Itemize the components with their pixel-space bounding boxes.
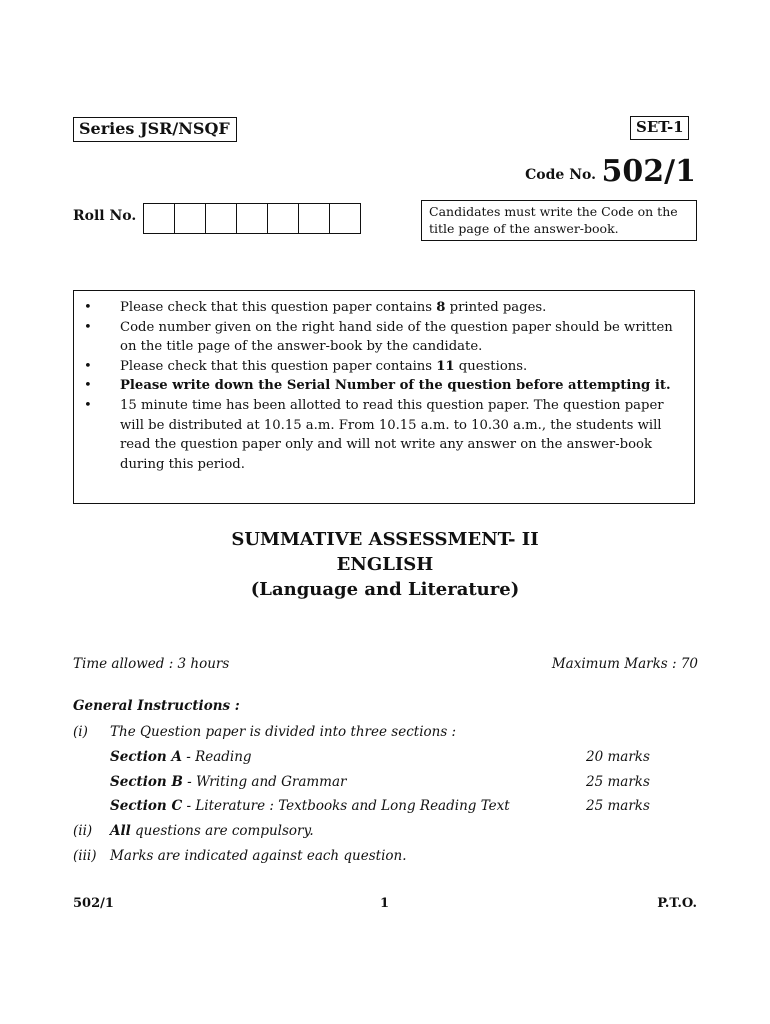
instruction-iii-number: (iii): [73, 848, 97, 864]
set-label: SET-1: [630, 116, 689, 140]
bullet: •: [84, 358, 92, 374]
roll-number-label: Roll No.: [73, 208, 137, 224]
note-item: [74, 376, 686, 396]
roll-box[interactable]: [144, 203, 175, 234]
instruction-i-text: The Question paper is divided into three sections :: [110, 724, 457, 740]
roll-box[interactable]: [206, 203, 237, 234]
footer-code: 502/1: [73, 896, 114, 911]
section-a-marks: 20 marks: [586, 749, 650, 765]
notes-box: [73, 290, 695, 504]
maximum-marks: Maximum Marks : 70: [551, 656, 698, 672]
section-c-row: [110, 797, 510, 816]
note-item: [74, 396, 686, 474]
section-name: Section B: [110, 774, 183, 790]
section-name: Section C: [110, 798, 183, 814]
bullet: •: [84, 300, 92, 315]
title-line-2: ENGLISH: [336, 554, 434, 575]
code-number: [525, 154, 696, 189]
section-a-row: [110, 748, 252, 767]
note-text: Code number given on the right hand side of the question paper should be written on the title page of the answer-book by the candidate.: [120, 319, 673, 355]
roll-number-boxes[interactable]: [143, 203, 361, 234]
code-value: 502/1: [601, 154, 696, 189]
note-item: [74, 357, 686, 377]
bullet: •: [84, 319, 92, 335]
title-line-3: (Language and Literature): [250, 579, 520, 600]
roll-box[interactable]: [175, 203, 206, 234]
note-text: Please check that this question paper contains: [120, 300, 437, 315]
section-c-marks: 25 marks: [586, 798, 650, 814]
note-item: [74, 318, 686, 357]
note-text: Please check that this question paper contains: [120, 358, 437, 374]
roll-box[interactable]: [268, 203, 299, 234]
roll-box[interactable]: [330, 203, 361, 234]
code-label: Code No.: [525, 167, 596, 183]
candidates-note: Candidates must write the Code on the title page of the answer-book.: [421, 200, 697, 241]
title-line-1: SUMMATIVE ASSESSMENT- II: [231, 529, 539, 550]
section-name: Section A: [110, 749, 182, 765]
roll-box[interactable]: [237, 203, 268, 234]
emphasis: All: [110, 823, 131, 839]
section-b-row: [110, 773, 346, 792]
pto-label: P.T.O.: [657, 896, 697, 911]
instruction-iii-text: Marks are indicated against each question.: [110, 848, 407, 864]
note-text: printed pages.: [445, 300, 547, 315]
time-allowed: Time allowed : 3 hours: [73, 656, 230, 672]
note-text: questions.: [454, 358, 528, 374]
section-desc: - Literature : Textbooks and Long Reading Text: [182, 798, 510, 814]
section-desc: - Reading: [181, 749, 252, 765]
instruction-i-number: (i): [73, 724, 88, 740]
page-count: 8: [436, 300, 446, 315]
instruction-text: questions are compulsory.: [130, 823, 314, 839]
section-b-marks: 25 marks: [586, 774, 650, 790]
section-desc: - Writing and Grammar: [182, 774, 347, 790]
page-number: 1: [380, 896, 390, 911]
exam-title: [0, 527, 770, 602]
bullet: •: [84, 397, 92, 413]
note-text: Please write down the Serial Number of the question before attempting it.: [120, 378, 671, 394]
note-text: 15 minute time has been allotted to read this question paper. The question paper will be distributed at 10.15 a.m. From 10.15 a.m. to 10.30 a.m., the students will read the question paper only and will not write any answer on the answer-book during this period.: [120, 397, 664, 472]
instruction-ii-text: [110, 822, 314, 841]
roll-box[interactable]: [299, 203, 330, 234]
bullet: •: [84, 378, 92, 394]
series-label: Series JSR/NSQF: [73, 117, 237, 142]
question-count: 11: [436, 358, 455, 374]
note-item: [74, 298, 686, 318]
instruction-ii-number: (ii): [73, 823, 93, 839]
general-instructions-heading: General Instructions :: [73, 698, 240, 714]
